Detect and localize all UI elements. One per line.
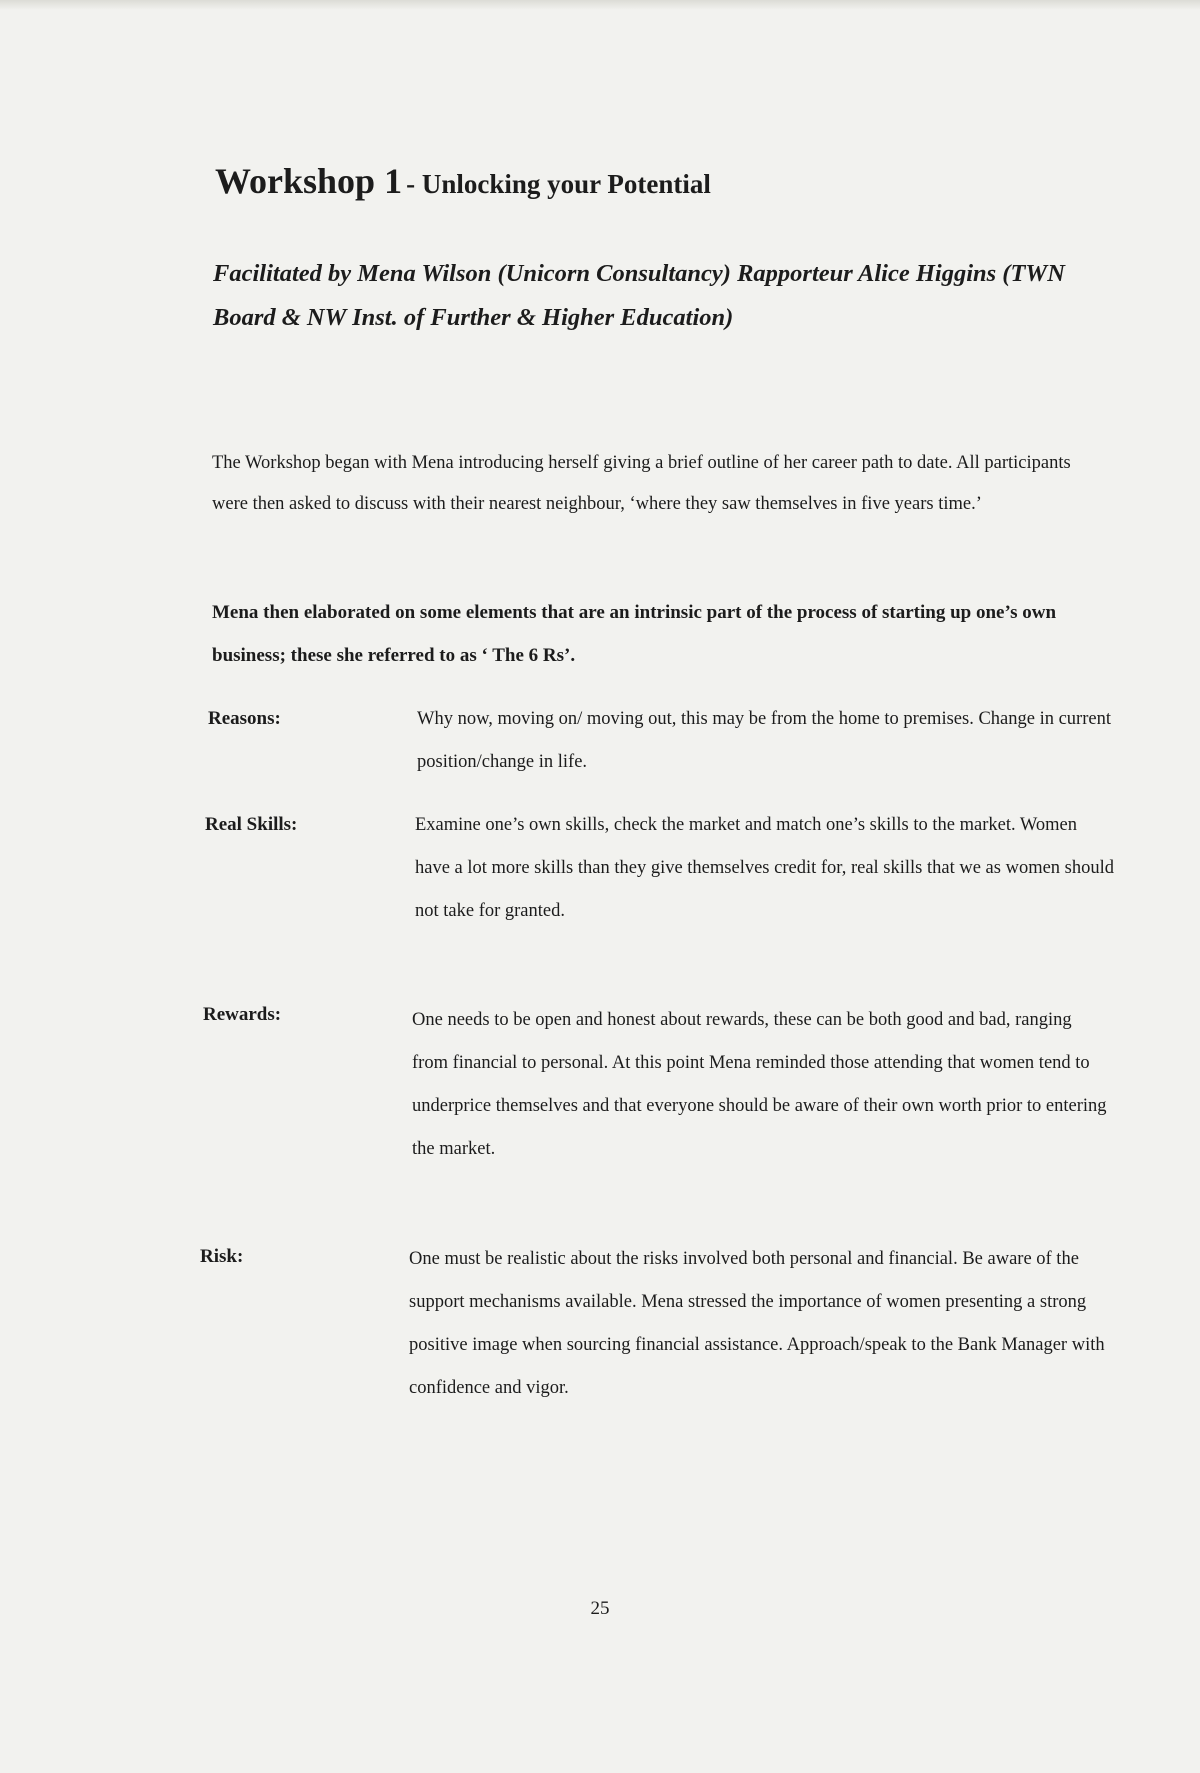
term-rewards: Rewards: [203,1004,282,1025]
definition-risk: One must be realistic about the risks involved both personal and financial. Be aware of the support mechanisms available. Mena stressed the importance of women presenting a strong positive image when sourcing financial assistance. Approach/speak to the Bank Manager with confidence and vigor. [409,1249,1105,1398]
term-reasons: Reasons: [208,708,281,729]
page-title [215,160,711,202]
elaboration-paragraph: Mena then elaborated on some elements that are an intrinsic part of the process of starting up one’s own business; these she referred to as ‘ The 6 Rs’. [212,602,1057,666]
workshop-subtitle: - Unlocking your Potential [406,169,711,199]
intro-paragraph: The Workshop began with Mena introducing herself giving a brief outline of her career path to date. All participants were then asked to discuss with their nearest neighbour, ‘where they saw themselves in five years time.’ [212,453,1071,514]
definition-rewards: One needs to be open and honest about rewards, these can be both good and bad, ranging from financial to personal. At this point Mena reminded those attending that women tend to underprice themselves and that everyone should be aware of their own worth prior to entering the market. [412,1010,1107,1159]
page-edge [0,0,1200,10]
definition-reasons: Why now, moving on/ moving out, this may be from the home to premises. Change in current position/change in life. [417,709,1111,772]
definition-real-skills: Examine one’s own skills, check the market and match one’s skills to the market. Women have a lot more skills than they give themselves credit for, real skills that we as women should not take for granted. [415,815,1115,921]
workshop-title: Workshop 1 [215,161,403,201]
page-number: 25 [590,1598,610,1619]
term-real-skills: Real Skills: [205,814,298,835]
term-risk: Risk: [200,1246,244,1267]
facilitator-line: Facilitated by Mena Wilson (Unicorn Consultancy) Rapporteur Alice Higgins (TWN Board & NW Inst. of Further & Higher Education) [213,260,1065,331]
